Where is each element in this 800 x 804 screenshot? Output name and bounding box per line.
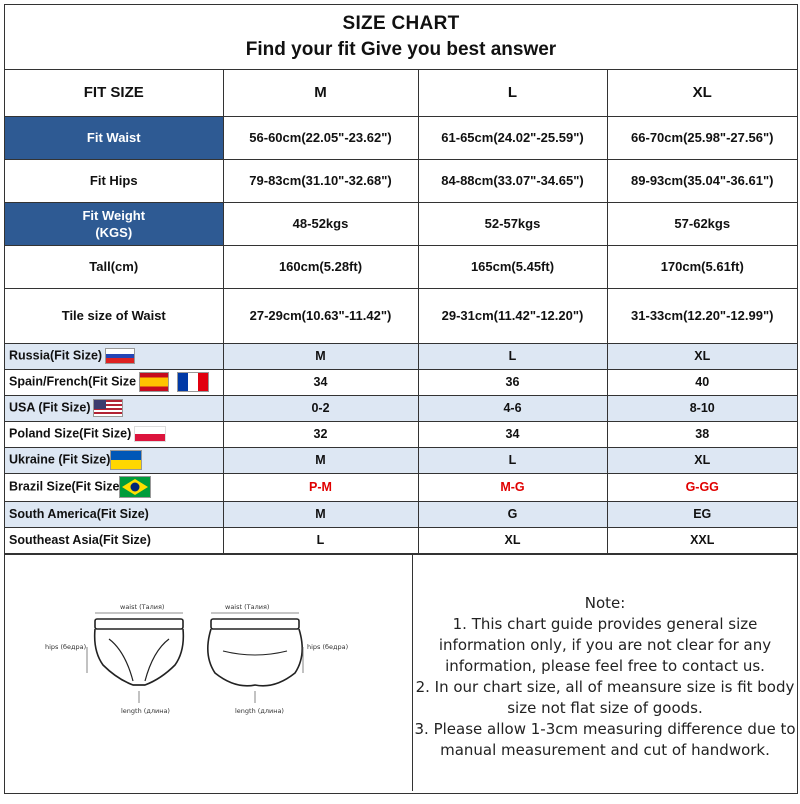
table-cell: 52-57kgs <box>418 202 607 245</box>
table-cell: 89-93cm(35.04"-36.61") <box>607 159 797 202</box>
row-label-tile-waist: Tile size of Waist <box>5 288 223 343</box>
table-row <box>5 447 797 473</box>
table-cell: 38 <box>607 421 797 447</box>
note-line: 1. This chart guide provides general size <box>452 614 758 633</box>
row-label-tall: Tall(cm) <box>5 245 223 288</box>
row-label-fit-weight <box>5 202 223 245</box>
france-flag-icon <box>177 372 209 392</box>
brazil-flag-icon <box>119 476 151 498</box>
table-cell: 84-88cm(33.07"-34.65") <box>418 159 607 202</box>
table-row <box>5 343 797 369</box>
table-row <box>5 473 797 501</box>
table-cell: 170cm(5.61ft) <box>607 245 797 288</box>
table-cell: M <box>223 501 418 527</box>
table-cell: G-GG <box>607 473 797 501</box>
table-row <box>5 527 797 553</box>
size-header-xl: XL <box>607 70 797 116</box>
note-line: manual measurement and cut of handwork. <box>440 740 770 759</box>
country-label-spain-france <box>5 369 223 395</box>
bottom-section <box>5 554 797 791</box>
table-row <box>5 501 797 527</box>
header-row <box>5 70 797 116</box>
table-cell: EG <box>607 501 797 527</box>
note-line: information only, if you are not clear for any <box>438 635 772 654</box>
country-label-southeast-asia: Southeast Asia(Fit Size) <box>5 527 223 553</box>
table-cell: L <box>223 527 418 553</box>
row-label-fit-waist: Fit Waist <box>5 116 223 159</box>
russia-flag-icon <box>105 348 135 364</box>
spain-flag-icon <box>139 372 169 392</box>
chart-title-block <box>5 5 797 70</box>
size-header-l: L <box>418 70 607 116</box>
table-cell: 165cm(5.45ft) <box>418 245 607 288</box>
table-cell: 8-10 <box>607 395 797 421</box>
table-row <box>5 245 797 288</box>
table-cell: 4-6 <box>418 395 607 421</box>
table-cell: L <box>418 343 607 369</box>
table-cell: M-G <box>418 473 607 501</box>
country-label-russia <box>5 343 223 369</box>
table-cell: 66-70cm(25.98"-27.56") <box>607 116 797 159</box>
table-cell: 34 <box>418 421 607 447</box>
briefs-diagram-icon <box>5 555 411 791</box>
measurement-diagram <box>5 555 413 791</box>
note-line: 3. Please allow 1-3cm measuring difference due to <box>414 719 796 738</box>
table-row <box>5 288 797 343</box>
table-cell: M <box>223 447 418 473</box>
size-chart <box>4 4 798 794</box>
table-cell: 40 <box>607 369 797 395</box>
table-cell: XXL <box>607 527 797 553</box>
table-row <box>5 159 797 202</box>
table-cell: XL <box>607 447 797 473</box>
country-label-south-america: South America(Fit Size) <box>5 501 223 527</box>
table-cell: 160cm(5.28ft) <box>223 245 418 288</box>
usa-flag-icon <box>93 399 123 417</box>
fit-size-header: FIT SIZE <box>5 70 223 116</box>
table-cell: 32 <box>223 421 418 447</box>
page-subtitle: Find your fit Give you best answer <box>245 39 557 60</box>
row-label-line: (KGS) <box>95 224 133 240</box>
size-header-m: M <box>223 70 418 116</box>
country-label-poland <box>5 421 223 447</box>
table-cell: XL <box>607 343 797 369</box>
table-cell: XL <box>418 527 607 553</box>
hips-label: hips (бедра) <box>307 642 349 651</box>
table-row <box>5 369 797 395</box>
table-cell: 0-2 <box>223 395 418 421</box>
country-name: Poland Size(Fit Size) <box>9 426 132 441</box>
table-cell: 61-65cm(24.02"-25.59") <box>418 116 607 159</box>
table-cell: L <box>418 447 607 473</box>
country-name: Spain/French(Fit Size <box>9 374 137 389</box>
table-cell: 27-29cm(10.63"-11.42") <box>223 288 418 343</box>
country-label-usa <box>5 395 223 421</box>
country-label-brazil <box>5 473 223 501</box>
note-heading: Note: <box>584 593 626 612</box>
waist-label: waist (Талия) <box>225 602 270 611</box>
table-cell: 56-60cm(22.05"-23.62") <box>223 116 418 159</box>
table-cell: 48-52kgs <box>223 202 418 245</box>
table-row <box>5 116 797 159</box>
waist-label: waist (Талия) <box>120 602 165 611</box>
country-name: Ukraine (Fit Size) <box>9 452 111 467</box>
table-row <box>5 395 797 421</box>
table-cell: G <box>418 501 607 527</box>
table-cell: 57-62kgs <box>607 202 797 245</box>
note-line: 2. In our chart size, all of meansure size is fit body <box>415 677 795 696</box>
note-line: size not flat size of goods. <box>507 698 703 717</box>
measurement-table <box>5 70 797 554</box>
hips-label: hips (бедра) <box>45 642 87 651</box>
table-row <box>5 202 797 245</box>
country-name: Brazil Size(Fit Size <box>9 479 120 494</box>
country-name: USA (Fit Size) <box>9 400 91 415</box>
row-label-fit-hips: Fit Hips <box>5 159 223 202</box>
poland-flag-icon <box>134 426 166 442</box>
table-cell: 79-83cm(31.10"-32.68") <box>223 159 418 202</box>
length-label: length (длина) <box>121 706 170 715</box>
country-name: Russia(Fit Size) <box>9 348 103 363</box>
note-panel <box>413 555 797 791</box>
country-label-ukraine <box>5 447 223 473</box>
page-title: SIZE CHART <box>342 13 460 34</box>
length-label: length (длина) <box>235 706 284 715</box>
table-row <box>5 421 797 447</box>
ukraine-flag-icon <box>110 450 142 470</box>
table-cell: 36 <box>418 369 607 395</box>
table-cell: 31-33cm(12.20"-12.99") <box>607 288 797 343</box>
row-label-line: Fit Weight <box>82 207 146 223</box>
table-cell: 29-31cm(11.42"-12.20") <box>418 288 607 343</box>
table-cell: P-M <box>223 473 418 501</box>
table-cell: 34 <box>223 369 418 395</box>
table-cell: M <box>223 343 418 369</box>
note-line: information, please feel free to contact us. <box>445 656 765 675</box>
